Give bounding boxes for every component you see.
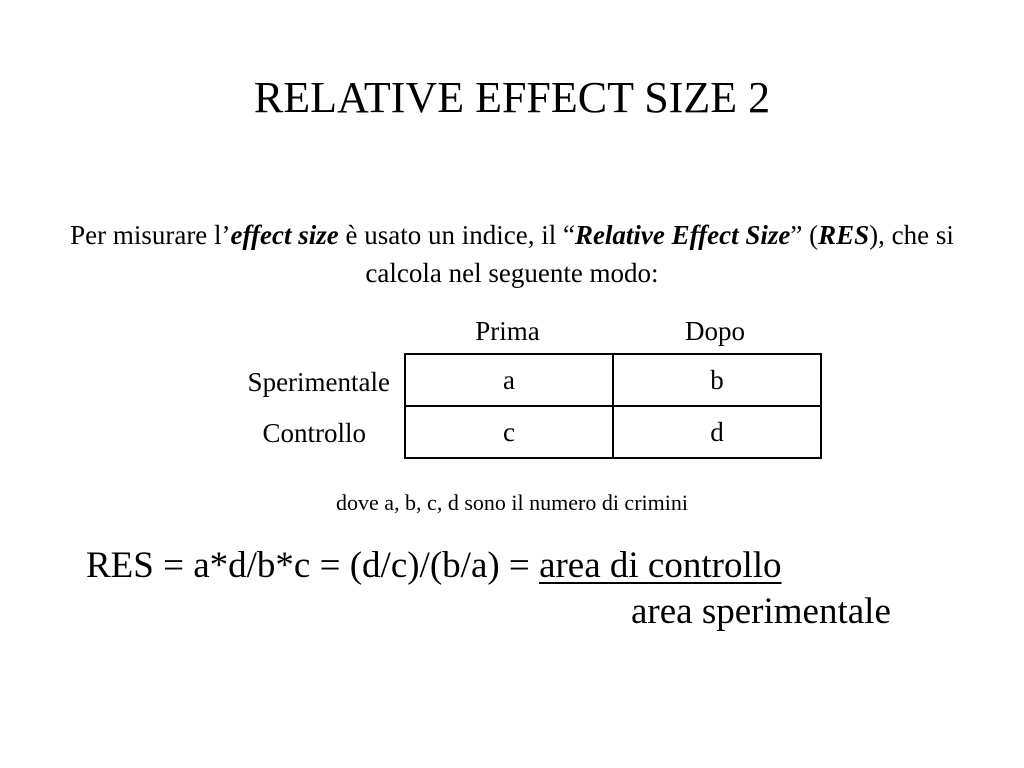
table-cell-b: b [613, 354, 821, 406]
column-header-prima: Prima [475, 316, 540, 346]
row-header-controllo: Controllo [262, 418, 366, 448]
intro-text-2: è usato un indice, il “ [338, 220, 575, 250]
row-header-sperimentale: Sperimentale [247, 367, 390, 397]
intro-paragraph [60, 216, 964, 292]
table-note: dove a, b, c, d sono il numero di crimini [336, 490, 688, 515]
table-cell-a: a [405, 354, 613, 406]
contingency-table [404, 353, 822, 459]
slide-title: RELATIVE EFFECT SIZE 2 [253, 73, 771, 122]
formula-numerator: area di controllo [539, 545, 782, 586]
formula-denominator: area sperimentale [631, 591, 891, 632]
res-formula [86, 540, 782, 592]
intro-term-relative-effect-size: Relative Effect Size [574, 220, 791, 250]
intro-text-1: Per misurare l’ [70, 220, 231, 250]
table-row [405, 354, 821, 406]
table-cell-c: c [405, 406, 613, 458]
formula-lhs: RES = a*d/b*c = (d/c)/(b/a) = [86, 545, 540, 586]
intro-text-4: ), che si calcola nel seguente modo: [365, 220, 954, 288]
column-header-dopo: Dopo [685, 316, 745, 346]
table-row [405, 406, 821, 458]
table-cell-d: d [613, 406, 821, 458]
intro-term-res: RES [818, 220, 870, 250]
intro-term-effect-size: effect size [230, 220, 339, 250]
intro-text-3: ” ( [790, 220, 819, 250]
